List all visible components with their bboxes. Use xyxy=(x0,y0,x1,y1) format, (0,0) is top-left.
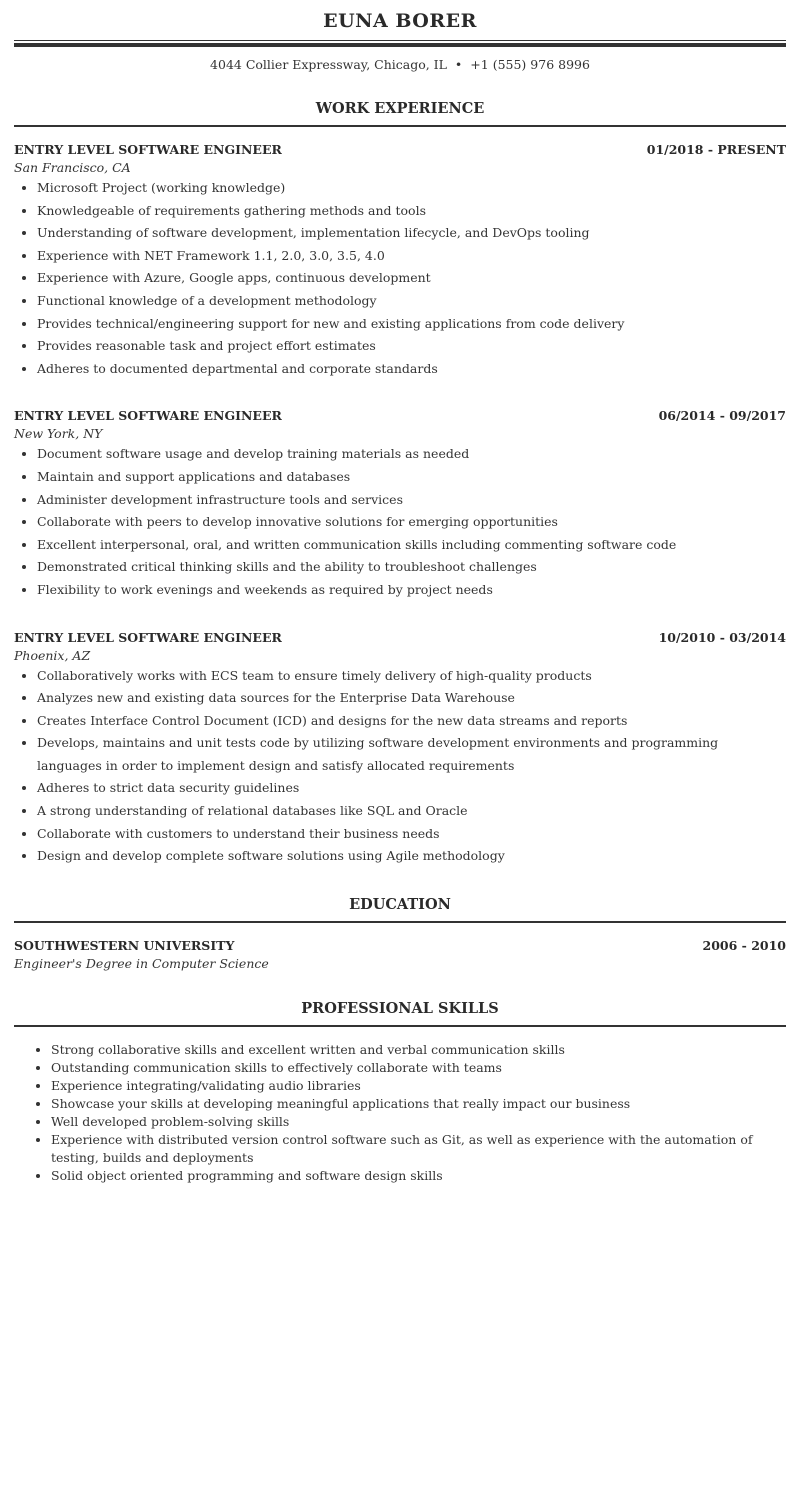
job-bullet: • Knowledgeable of requirements gathering methods and tools xyxy=(37,200,786,223)
job-title: ENTRY LEVEL SOFTWARE ENGINEER xyxy=(14,142,282,157)
work-experience-section xyxy=(14,99,786,868)
job-bullet: • Develops, maintains and unit tests code by utilizing software development environments and programming languages in order to implement design and satisfy allocated requirements xyxy=(37,732,786,777)
job-bullet: • Adheres to documented departmental and corporate standards xyxy=(37,358,786,381)
degree: Engineer's Degree in Computer Science xyxy=(14,955,269,971)
skill-item: • Experience with distributed version control software such as Git, as well as experience with the automation of testing, builds and deployments xyxy=(51,1131,786,1167)
candidate-name: EUNA BORER xyxy=(323,10,477,32)
address: 4044 Collier Expressway, Chicago, IL xyxy=(210,57,447,72)
skill-item: • Showcase your skills at developing meaningful applications that really impact our business xyxy=(51,1095,786,1113)
job-location: New York, NY xyxy=(14,426,103,442)
job-bullet: • Maintain and support applications and databases xyxy=(37,466,786,489)
job-bullet: • Demonstrated critical thinking skills and the ability to troubleshoot challenges xyxy=(37,556,786,579)
job-entry xyxy=(14,407,786,601)
job-bullet: • Microsoft Project (working knowledge) xyxy=(37,177,786,200)
job-bullet: • Administer development infrastructure tools and services xyxy=(37,489,786,512)
contact-separator: • xyxy=(454,57,463,72)
job-bullet: • Adheres to strict data security guidelines xyxy=(37,777,786,800)
skills-list xyxy=(14,1041,786,1185)
job-bullet: • Collaboratively works with ECS team to ensure timely delivery of high-quality products xyxy=(37,665,786,688)
job-bullet: • Functional knowledge of a development methodology xyxy=(37,290,786,313)
job-dates: 06/2014 - 09/2017 xyxy=(658,408,786,424)
education-entry xyxy=(14,937,786,973)
resume-page xyxy=(14,0,786,1185)
job-header xyxy=(14,629,786,647)
job-title: ENTRY LEVEL SOFTWARE ENGINEER xyxy=(14,629,282,645)
section-divider xyxy=(14,1025,786,1027)
job-bullet: • Flexibility to work evenings and weekends as required by project needs xyxy=(37,579,786,602)
job-bullet: • Provides technical/engineering support for new and existing applications from code delivery xyxy=(37,313,786,336)
job-bullet: • Creates Interface Control Document (ICD) and designs for the new data streams and reports xyxy=(37,710,786,733)
job-bullet: • A strong understanding of relational databases like SQL and Oracle xyxy=(37,800,786,823)
job-bullet: • Excellent interpersonal, oral, and written communication skills including commenting software code xyxy=(37,534,786,557)
header-divider xyxy=(14,40,786,47)
skill-item: • Solid object oriented programming and software design skills xyxy=(51,1167,786,1185)
job-bullets xyxy=(14,665,786,868)
skill-item: • Well developed problem-solving skills xyxy=(51,1113,786,1131)
section-title-work-experience: WORK EXPERIENCE xyxy=(315,100,485,117)
job-bullets xyxy=(14,443,786,601)
job-bullet: • Understanding of software development, implementation lifecycle, and DevOps tooling xyxy=(37,222,786,245)
job-header xyxy=(14,141,786,159)
job-header xyxy=(14,407,786,425)
job-title: ENTRY LEVEL SOFTWARE ENGINEER xyxy=(14,408,282,424)
education-header xyxy=(14,937,786,955)
job-bullets xyxy=(14,177,786,380)
school-name: SOUTHWESTERN UNIVERSITY xyxy=(14,937,235,953)
job-bullet: • Analyzes new and existing data sources for the Enterprise Data Warehouse xyxy=(37,687,786,710)
job-location: Phoenix, AZ xyxy=(14,647,91,663)
job-bullet: • Experience with NET Framework 1.1, 2.0, 3.0, 3.5, 4.0 xyxy=(37,245,786,268)
job-bullet: • Provides reasonable task and project effort estimates xyxy=(37,335,786,358)
section-title-education: EDUCATION xyxy=(349,895,451,913)
job-bullet: • Collaborate with peers to develop innovative solutions for emerging opportunities xyxy=(37,511,786,534)
job-entry xyxy=(14,629,786,868)
job-bullet: • Design and develop complete software solutions using Agile methodology xyxy=(37,845,786,868)
contact-line xyxy=(14,57,786,73)
skills-section xyxy=(14,999,786,1185)
section-title-skills: PROFESSIONAL SKILLS xyxy=(301,999,499,1017)
education-dates: 2006 - 2010 xyxy=(702,937,786,953)
phone: +1 (555) 976 8996 xyxy=(470,57,590,72)
job-entry xyxy=(14,141,786,380)
job-dates: 01/2018 - PRESENT xyxy=(646,142,786,157)
job-bullet: • Experience with Azure, Google apps, continuous development xyxy=(37,267,786,290)
education-section xyxy=(14,895,786,973)
skill-item: • Experience integrating/validating audio libraries xyxy=(51,1077,786,1095)
job-dates: 10/2010 - 03/2014 xyxy=(658,629,786,645)
job-bullet: • Collaborate with customers to understand their business needs xyxy=(37,823,786,846)
job-location: San Francisco, CA xyxy=(14,160,131,175)
job-bullet: • Document software usage and develop training materials as needed xyxy=(37,443,786,466)
section-divider xyxy=(14,921,786,923)
skill-item: • Outstanding communication skills to effectively collaborate with teams xyxy=(51,1059,786,1077)
skill-item: • Strong collaborative skills and excellent written and verbal communication skills xyxy=(51,1041,786,1059)
section-divider xyxy=(14,125,786,127)
